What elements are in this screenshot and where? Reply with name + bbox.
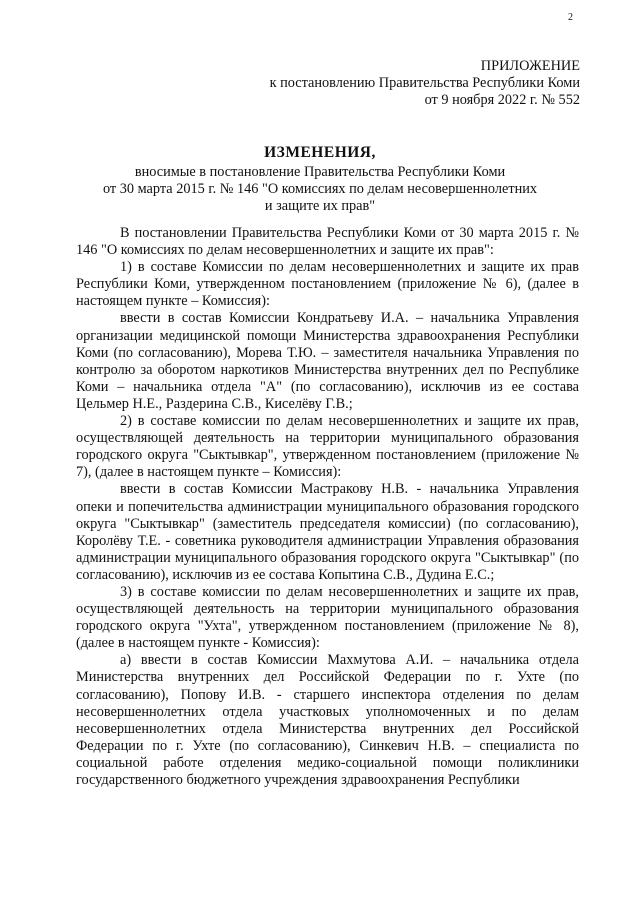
paragraph-item-3a: а) ввести в состав Комиссии Махмутова А.И. – начальника отдела Министерства внутренних дел Российской Федерации по г. Ухте (по согласованию), Попову И.В. - старшего инспектора отделения по делам несовершеннолетних отдела участковых уполномоченных и по делам несовершеннолетних отдела Министерства внутренних дел Российской Федерации по г. Ухте (по согласованию), Синкевич Н.В. – специалиста по социальной работе отделения медико-социальной помощи поликлиники государственного бюджетного учреждения здравоохранения Республики bbox=[76, 652, 579, 788]
paragraph-item-1: 1) в составе Комиссии по делам несовершеннолетних и защите их прав Республики Коми, утвержденном постановлением (приложение № 6), (далее в настоящем пункте – Комиссия): bbox=[76, 259, 579, 310]
appendix-block bbox=[270, 58, 580, 109]
appendix-date: от 9 ноября 2022 г. № 552 bbox=[424, 92, 580, 108]
paragraph-intro: В постановлении Правительства Республики Коми от 30 марта 2015 г. № 146 "О комиссиях по делам несовершеннолетних и защите их прав": bbox=[76, 225, 579, 259]
document-body bbox=[76, 225, 579, 789]
page-number: 2 bbox=[568, 12, 573, 23]
heading-line-1: вносимые в постановление Правительства Республики Коми bbox=[134, 164, 506, 180]
document-heading bbox=[60, 144, 580, 215]
appendix-title: ПРИЛОЖЕНИЕ bbox=[480, 58, 580, 74]
heading-line-2: от 30 марта 2015 г. № 146 "О комиссиях по делам несовершеннолетних bbox=[102, 181, 538, 197]
paragraph-item-3: 3) в составе комиссии по делам несовершеннолетних и защите их прав, осуществляющей деятельность на территории муниципального образования городского округа "Ухта", утвержденном постановлением (приложение № 8), (далее в настоящем пункте - Комиссия): bbox=[76, 583, 579, 652]
heading-title: ИЗМЕНЕНИЯ, bbox=[264, 144, 376, 161]
appendix-resolution: к постановлению Правительства Республики Коми bbox=[269, 75, 580, 91]
paragraph-item-1-changes: ввести в состав Комиссии Кондратьеву И.А. – начальника Управления организации медицинской помощи Министерства здравоохранения Республики Коми (по согласованию), Морева Т.Ю. – заместителя начальника Управления по контролю за оборотом наркотиков Министерства внутренних дел по Республике Коми – начальника отдела "А" (по согласованию), исключив из ее состава Цельмер Н.Е., Раздерина С.В., Киселёву Г.В.; bbox=[76, 310, 579, 412]
paragraph-item-2-changes: ввести в состав Комиссии Мастракову Н.В. - начальника Управления опеки и попечительства администрации муниципального образования городского округа "Сыктывкар" (заместитель председателя комиссии) (по согласованию), Королёву Т.Е. - советника руководителя администрации Управления образования администрации муниципального образования городского округа "Сыктывкар" (по согласованию), исключив из ее состава Копытина С.В., Дудина Е.С.; bbox=[76, 481, 579, 583]
heading-line-3: и защите их прав" bbox=[264, 198, 376, 214]
paragraph-item-2: 2) в составе комиссии по делам несовершеннолетних и защите их прав, осуществляющей деятельность на территории муниципального образования городского округа "Сыктывкар", утвержденном постановлением (приложение № 7), (далее в настоящем пункте – Комиссия): bbox=[76, 413, 579, 481]
